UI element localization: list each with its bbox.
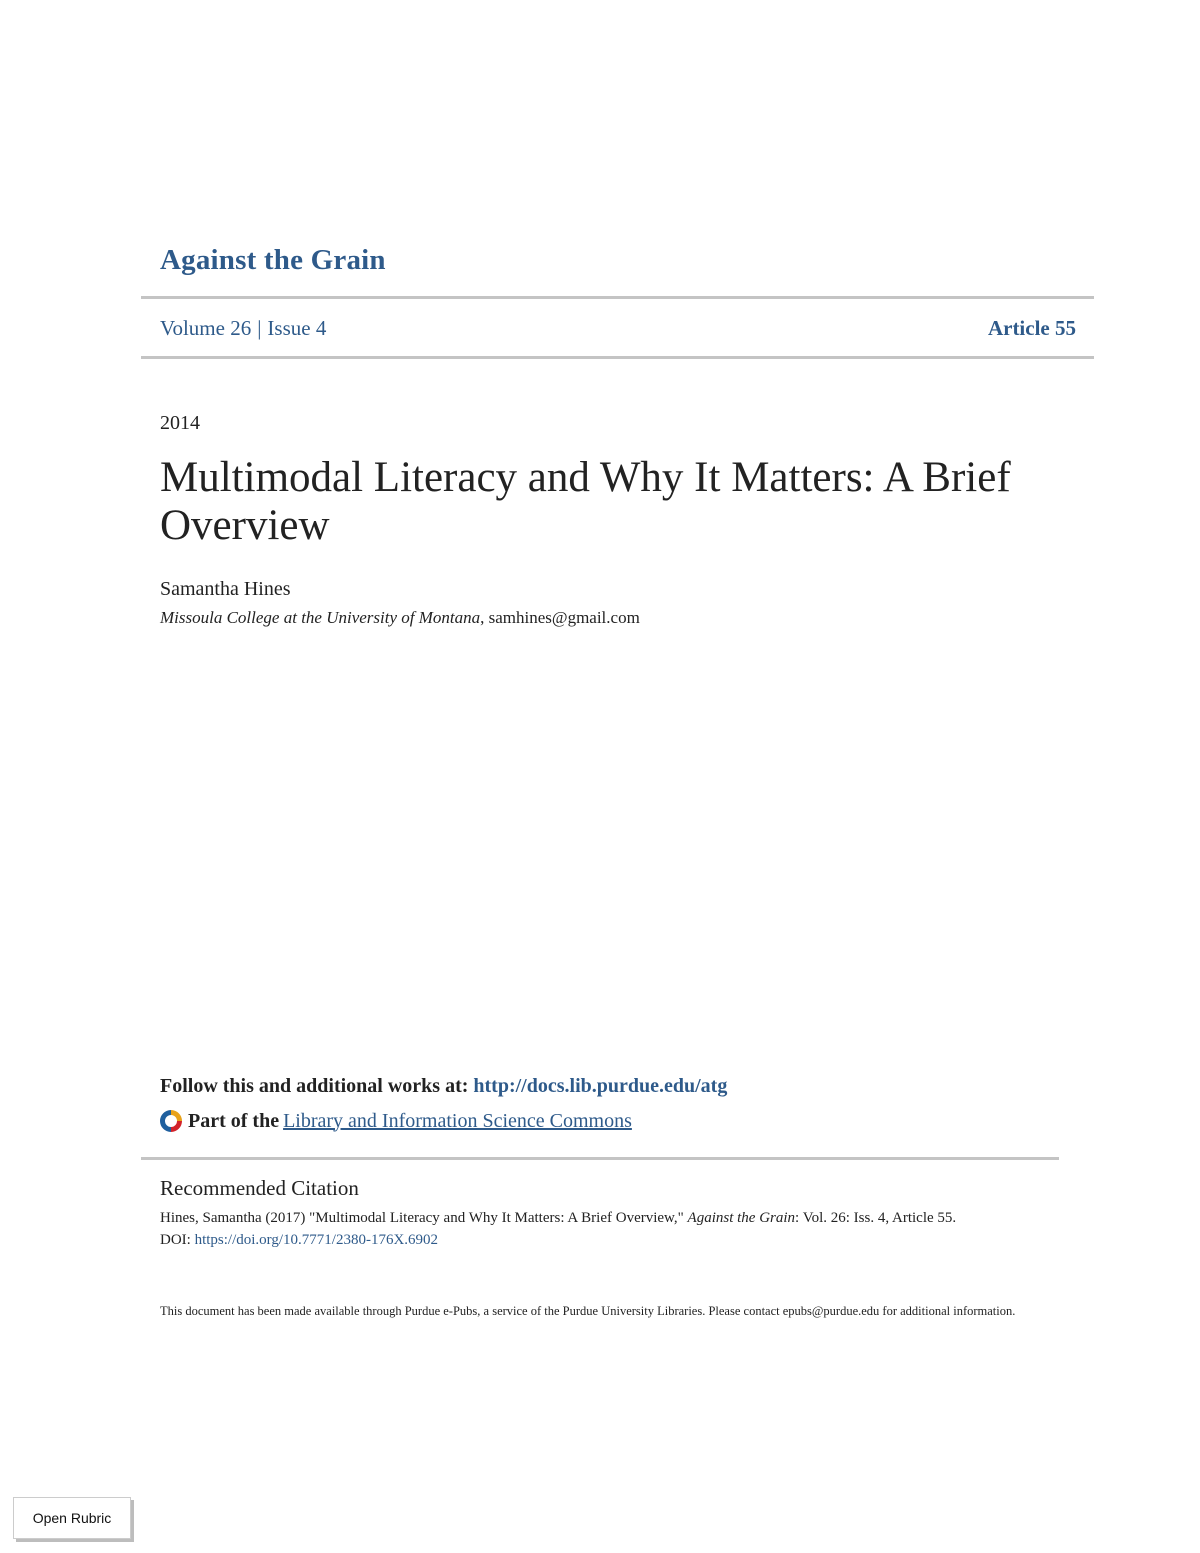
- follow-line: [160, 1075, 727, 1098]
- issue-link[interactable]: Issue 4: [267, 316, 327, 340]
- commons-link[interactable]: Library and Information Science Commons: [283, 1109, 632, 1132]
- article-title: Multimodal Literacy and Why It Matters: A Brief Overview: [160, 454, 1011, 549]
- middle-divider: [141, 356, 1094, 359]
- author-email: , samhines@gmail.com: [480, 608, 640, 627]
- issue-separator: |: [257, 316, 262, 340]
- publication-year: 2014: [160, 412, 200, 434]
- issue-line: [160, 316, 326, 341]
- author-affiliation: [160, 608, 640, 628]
- top-divider: [141, 296, 1094, 299]
- doi-link[interactable]: https://doi.org/10.7771/2380-176X.6902: [194, 1232, 439, 1248]
- bottom-divider: [141, 1157, 1059, 1160]
- article-number: Article 55: [987, 316, 1076, 340]
- journal-title[interactable]: Against the Grain: [160, 244, 386, 276]
- citation-journal: Against the Grain: [687, 1210, 796, 1226]
- availability-notice: This document has been made available through Purdue e-Pubs, a service of the Purdue University Libraries. Please contact epubs@purdue.edu for additional information.: [160, 1304, 1016, 1318]
- digital-commons-icon: [158, 1108, 184, 1134]
- citation-text: [160, 1207, 1040, 1251]
- doi-label: DOI:: [160, 1232, 195, 1248]
- follow-label: Follow this and additional works at:: [160, 1075, 474, 1097]
- author-name: Samantha Hines: [160, 578, 291, 600]
- follow-url-link[interactable]: http://docs.lib.purdue.edu/atg: [473, 1075, 728, 1097]
- part-of-label: Part of the: [188, 1109, 280, 1132]
- volume-link[interactable]: Volume 26: [160, 316, 252, 340]
- part-of-line: [158, 1108, 632, 1134]
- recommended-citation-heading: Recommended Citation: [160, 1176, 359, 1200]
- citation-prefix: Hines, Samantha (2017) "Multimodal Literacy and Why It Matters: A Brief Overview,": [160, 1210, 688, 1226]
- institution: Missoula College at the University of Montana: [160, 608, 481, 627]
- citation-suffix: : Vol. 26: Iss. 4, Article 55.: [795, 1210, 957, 1226]
- open-rubric-button[interactable]: Open Rubric: [13, 1497, 131, 1539]
